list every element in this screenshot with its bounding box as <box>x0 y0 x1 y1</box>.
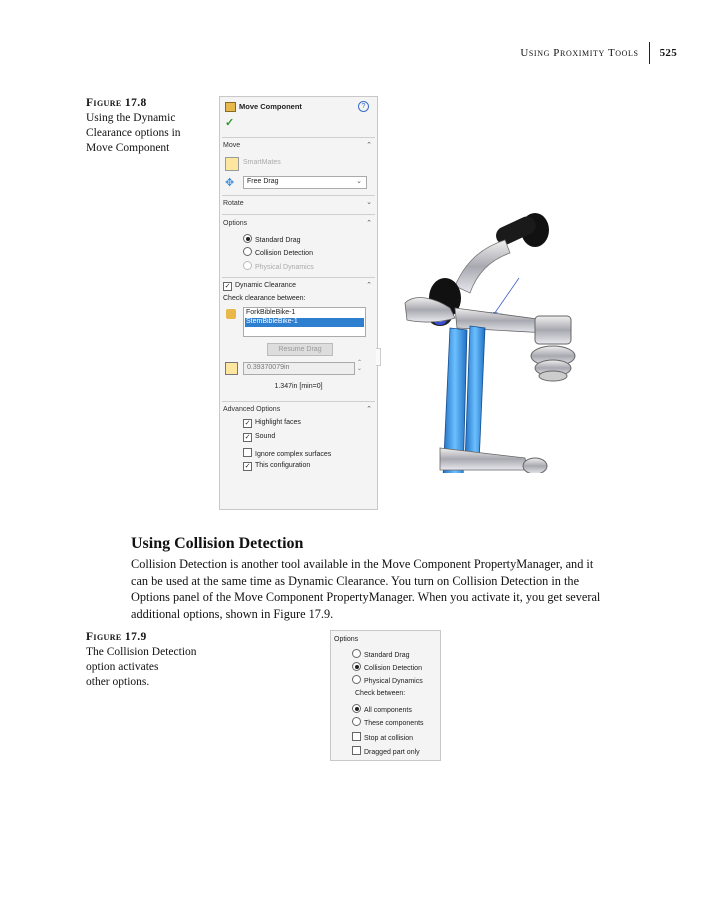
drag-mode-select[interactable] <box>243 176 367 189</box>
collapse-icon[interactable]: ⌃ <box>366 406 372 413</box>
collapse-icon[interactable]: ⌃ <box>366 142 372 149</box>
sound-checkbox[interactable] <box>243 433 275 442</box>
clearance-selection-list[interactable] <box>243 307 366 337</box>
checkbox-checked[interactable]: ✓ <box>244 420 251 427</box>
paragraph-line: Options panel of the Move Component PropertyManager. When you activate it, you get several <box>131 590 601 604</box>
radio-unselected[interactable] <box>243 247 252 256</box>
all-components-radio[interactable] <box>352 704 412 714</box>
page-number: 525 <box>659 47 677 59</box>
dragged-part-only-checkbox[interactable] <box>352 746 420 756</box>
physical-dynamics-radio[interactable] <box>352 675 423 685</box>
smartmates-label: SmartMates <box>243 159 281 166</box>
paragraph-line: Collision Detection is another tool available in the Move Component PropertyManager, and it <box>131 557 594 571</box>
checkbox-checked[interactable]: ✓ <box>244 463 251 470</box>
checkbox-label: Sound <box>255 433 276 440</box>
list-item-selected[interactable]: StemBibleBike-1 <box>245 318 364 327</box>
radio-label: Collision Detection <box>364 665 422 672</box>
radio-unselected[interactable] <box>352 717 361 726</box>
caption-line: The Collision Detection <box>86 646 197 658</box>
lower-link <box>440 448 527 470</box>
panel-title: Move Component <box>239 102 302 111</box>
clearance-icon <box>225 362 238 375</box>
figure-label: Figure 17.8 <box>86 97 147 109</box>
checkbox-label: Ignore complex surfaces <box>255 451 332 458</box>
figure-17-9-caption <box>86 630 197 690</box>
collapse-icon[interactable]: ⌃ <box>366 282 372 289</box>
collision-options-panel <box>330 630 441 761</box>
paragraph-line: additional options, shown in Figure 17.9. <box>131 606 334 621</box>
checkbox-label: Dragged part only <box>364 749 420 756</box>
caption-line: Clearance options in <box>86 127 181 139</box>
drag-mode-value: Free Drag <box>247 178 279 185</box>
ok-button[interactable]: ✓ <box>225 117 235 129</box>
expand-icon[interactable]: ⌄ <box>366 199 372 206</box>
handlebar <box>455 240 510 293</box>
radio-label: Standard Drag <box>364 652 410 659</box>
section-title: Using Proximity Tools <box>520 47 639 59</box>
standard-drag-radio[interactable] <box>243 234 301 244</box>
header-divider <box>649 42 650 64</box>
radio-label: Collision Detection <box>255 250 313 257</box>
free-drag-icon: ✥ <box>225 177 235 189</box>
radio-selected[interactable] <box>352 704 361 713</box>
checkbox-label: This configuration <box>255 462 311 469</box>
radio-unselected[interactable] <box>352 675 361 684</box>
radio-unselected[interactable] <box>352 649 361 658</box>
move-component-icon <box>225 102 236 112</box>
divider <box>222 137 375 138</box>
divider <box>222 195 375 196</box>
clearance-readout: 1.347in [min=0] <box>274 383 323 390</box>
checkbox-label: Highlight faces <box>255 419 301 426</box>
radio-selected[interactable] <box>243 234 252 243</box>
checkbox-unchecked[interactable] <box>352 746 361 755</box>
options-title: Options <box>334 636 359 643</box>
standard-drag-radio[interactable] <box>352 649 410 659</box>
caption-line: option activates <box>86 661 159 673</box>
components-icon <box>226 309 236 319</box>
move-section-title[interactable]: Move <box>223 142 241 149</box>
clearance-value: 0.39370079in <box>247 364 290 371</box>
radio-label: Standard Drag <box>255 237 301 244</box>
divider <box>222 401 375 402</box>
caption-line: Move Component <box>86 142 170 154</box>
radio-selected[interactable] <box>352 662 361 671</box>
checkbox-unchecked[interactable] <box>352 732 361 741</box>
advanced-section-title[interactable]: Advanced Options <box>223 406 281 413</box>
panel-resize-handle[interactable] <box>376 348 381 366</box>
divider <box>222 214 375 215</box>
collision-detection-radio[interactable] <box>243 247 313 257</box>
checkbox-checked[interactable]: ✓ <box>224 283 231 290</box>
bike-stem-model <box>395 208 585 473</box>
highlight-faces-checkbox[interactable] <box>243 419 301 428</box>
stop-at-collision-checkbox[interactable] <box>352 732 413 742</box>
radio-label: All components <box>364 707 412 714</box>
radio-label: These components <box>364 720 424 727</box>
caption-line: Using the Dynamic <box>86 112 176 124</box>
lower-bolt <box>523 458 547 473</box>
body-paragraph <box>131 556 651 622</box>
checkbox-checked[interactable]: ✓ <box>244 434 251 441</box>
running-header <box>520 42 677 64</box>
move-component-panel <box>219 96 378 510</box>
figure-17-8-caption <box>86 96 181 156</box>
spinner-icon[interactable]: ⌃ ⌄ <box>357 360 363 372</box>
check-clearance-label: Check clearance between: <box>223 295 306 302</box>
these-components-radio[interactable] <box>352 717 424 727</box>
physical-dynamics-radio[interactable] <box>243 261 314 271</box>
help-icon[interactable]: ? <box>358 101 369 112</box>
collision-detection-radio[interactable] <box>352 662 422 672</box>
ignore-complex-surfaces-checkbox[interactable] <box>243 448 331 458</box>
clearance-value-field[interactable] <box>243 362 355 375</box>
section-heading: Using Collision Detection <box>131 535 304 552</box>
options-section-title[interactable]: Options <box>223 220 248 227</box>
caption-line: other options. <box>86 676 150 688</box>
checkbox-unchecked[interactable] <box>243 448 252 457</box>
list-item[interactable]: ForkBibleBike-1 <box>246 309 296 316</box>
this-configuration-checkbox[interactable] <box>243 462 310 471</box>
divider <box>222 277 375 278</box>
figure-label: Figure 17.9 <box>86 631 147 643</box>
paragraph-line: can be used at the same time as Dynamic Clearance. You turn on Collision Detection in the <box>131 573 580 588</box>
collapse-icon[interactable]: ⌃ <box>366 220 372 227</box>
radio-disabled[interactable] <box>243 261 252 270</box>
checkbox-label: Stop at collision <box>364 735 414 742</box>
resume-drag-button[interactable]: Resume Drag <box>267 343 333 356</box>
radio-label: Physical Dynamics <box>364 678 423 685</box>
steerer-head <box>531 316 575 381</box>
rotate-section-title[interactable]: Rotate <box>223 200 244 207</box>
check-between-label: Check between: <box>355 690 406 697</box>
dynamic-clearance-title: Dynamic Clearance <box>235 282 297 289</box>
dynamic-clearance-toggle[interactable] <box>223 282 296 291</box>
smartmates-icon[interactable] <box>225 157 239 171</box>
radio-label: Physical Dynamics <box>255 264 314 271</box>
chevron-down-icon: ⌄ <box>356 178 362 185</box>
